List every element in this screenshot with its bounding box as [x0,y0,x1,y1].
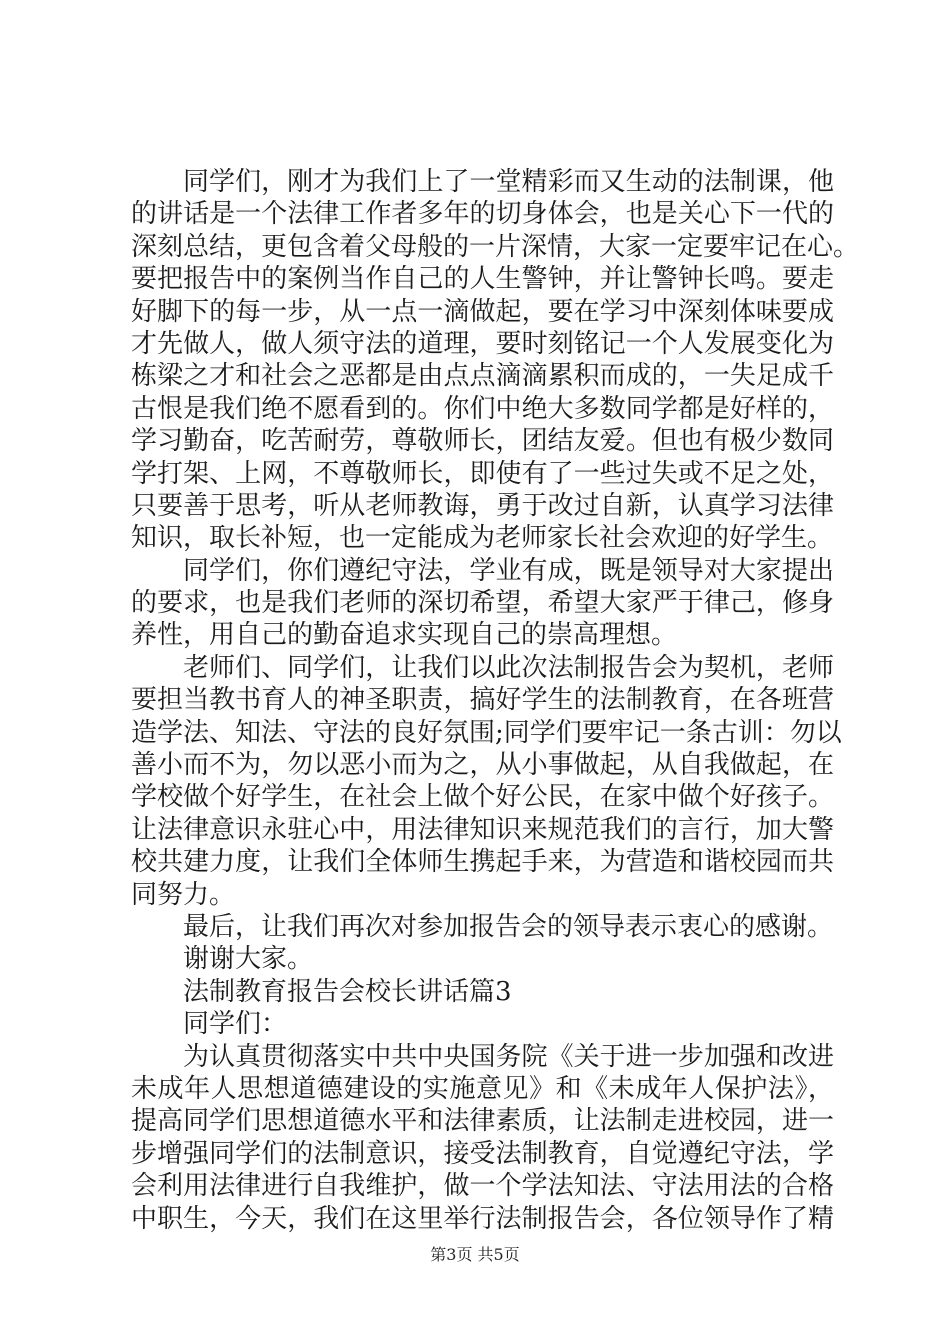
text-line: 最后，让我们再次对参加报告会的领导表示衷心的感谢。 [183,911,834,942]
text-line: 的要求，也是我们老师的深切希望，希望大家严于律己，修身 [131,588,834,619]
document-body [131,166,860,1235]
text-line: 栋梁之才和社会之恶都是由点点滴滴累积而成的，一失足成千 [131,361,834,392]
text-line: 学打架、上网，不尊敬师长，即使有了一些过失或不足之处， [131,458,834,489]
text-line: 老师们、同学们，让我们以此次法制报告会为契机，老师 [183,652,834,683]
text-line: 造学法、知法、守法的良好氛围;同学们要牢记一条古训：勿以 [131,717,842,748]
text-line: 步增强同学们的法制意识，接受法制教育，自觉遵纪守法，学 [131,1138,834,1169]
text-line: 同努力。 [131,879,236,910]
text-line: 古恨是我们绝不愿看到的。你们中绝大多数同学都是好样的， [131,393,834,424]
text-line: 为认真贯彻落实中共中央国务院《关于进一步加强和改进 [183,1041,834,1072]
text-line: 善小而不为，勿以恶小而为之，从小事做起，从自我做起，在 [131,750,834,781]
text-line: 好脚下的每一步，从一点一滴做起，要在学习中深刻体味要成 [131,296,834,327]
text-line: 只要善于思考，听从老师教诲，勇于改过自新，认真学习法律 [131,490,834,521]
text-line: 同学们： [183,1009,288,1040]
text-line: 要担当教书育人的神圣职责，搞好学生的法制教育，在各班营 [131,685,834,716]
text-line: 未成年人思想道德建设的实施意见》和《未成年人保护法》， [131,1073,834,1104]
text-line: 学校做个好学生，在社会上做个好公民，在家中做个好孩子。 [131,782,834,813]
text-line: 谢谢大家。 [183,944,314,975]
text-line: 学习勤奋，吃苦耐劳，尊敬师长，团结友爱。但也有极少数同 [131,426,834,457]
text-line: 深刻总结，更包含着父母般的一片深情，大家一定要牢记在心。 [131,231,860,262]
text-line: 的讲话是一个法律工作者多年的切身体会，也是关心下一代的 [131,199,834,230]
text-line: 提高同学们思想道德水平和法律素质，让法制走进校园，进一 [131,1106,834,1137]
text-line: 会利用法律进行自我维护，做一个学法知法、守法用法的合格 [131,1171,834,1202]
text-line: 同学们，你们遵纪守法，学业有成，既是领导对大家提出 [183,555,834,586]
text-line: 同学们，刚才为我们上了一堂精彩而又生动的法制课，他 [183,167,834,197]
text-line: 知识，取长补短，也一定能成为老师家长社会欢迎的好学生。 [131,523,834,554]
text-line: 法制教育报告会校长讲话篇3 [183,976,512,1007]
text-line: 校共建力度，让我们全体师生携起手来，为营造和谐校园而共 [131,847,834,878]
text-line: 养性，用自己的勤奋追求实现自己的崇高理想。 [131,620,678,651]
page-number-footer: 第3页 共5页 [430,1245,520,1264]
text-line: 让法律意识永驻心中，用法律知识来规范我们的言行，加大警 [131,814,834,845]
text-line: 才先做人，做人须守法的道理，要时刻铭记一个人发展变化为 [131,328,834,359]
text-line: 要把报告中的案例当作自己的人生警钟，并让警钟长鸣。要走 [131,264,834,295]
text-line: 中职生，今天，我们在这里举行法制报告会，各位领导作了精 [131,1203,834,1234]
